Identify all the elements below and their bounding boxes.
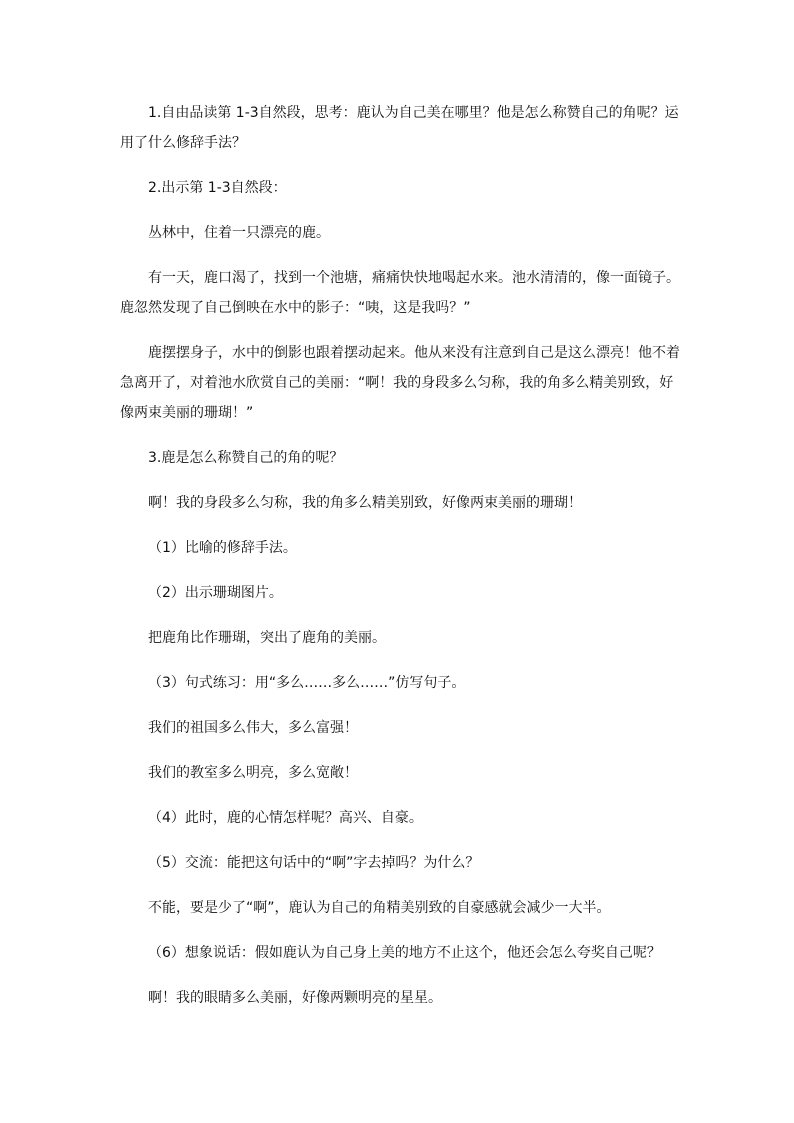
sub-item-5-answer: 不能，要是少了“啊”，鹿认为自己的角精美别致的自豪感就会减少一大半。 [148, 900, 611, 916]
text-paragraph-1: 丛林中，住着一只漂亮的鹿。 [148, 225, 330, 241]
text-paragraph-3: 鹿摆摆身子，水中的倒影也跟着摆动起来。他从来没有注意到自己是这么漂亮！他不着急离开了，对着池水欣赏自己的美丽：“啊！我的身段多么匀称，我的角多么精美别致，好像两束美丽的珊瑚！” [120, 345, 680, 421]
sub-item-6-answer: 啊！我的眼睛多么美丽，好像两颗明亮的星星。 [148, 990, 442, 1006]
question-3: 3.鹿是怎么称赞自己的角的呢？ [148, 450, 344, 466]
example-sentence-2: 我们的教室多么明亮，多么宽敞！ [148, 765, 358, 781]
text-paragraph-2: 有一天，鹿口渴了，找到一个池塘，痛痛快快地喝起水来。池水清清的，像一面镜子。鹿忽然发现了自己倒映在水中的影子：“咦，这是我吗？” [120, 270, 680, 316]
sub-item-3: （3）句式练习：用“多么……多么……”仿写句子。 [148, 675, 466, 691]
quote-sentence: 啊！我的身段多么匀称，我的角多么精美别致，好像两束美丽的珊瑚！ [148, 495, 582, 511]
sub-item-2-answer: 把鹿角比作珊瑚，突出了鹿角的美丽。 [148, 630, 386, 646]
sub-item-5: （5）交流：能把这句话中的“啊”字去掉吗？为什么？ [148, 855, 480, 871]
sub-item-1: （1）比喻的修辞手法。 [148, 540, 297, 556]
sub-item-6: （6）想象说话：假如鹿认为自己身上美的地方不止这个，他还会怎么夸奖自己呢？ [148, 945, 661, 961]
question-1: 1.自由品读第 1-3自然段，思考：鹿认为自己美在哪里？他是怎么称赞自己的角呢？运用了什么修辞手法？ [120, 105, 679, 151]
example-sentence-1: 我们的祖国多么伟大，多么富强！ [148, 720, 358, 736]
sub-item-4: （4）此时，鹿的心情怎样呢？高兴、自豪。 [148, 810, 423, 826]
step-2-heading: 2.出示第 1-3自然段： [148, 180, 287, 196]
sub-item-2: （2）出示珊瑚图片。 [148, 585, 283, 601]
